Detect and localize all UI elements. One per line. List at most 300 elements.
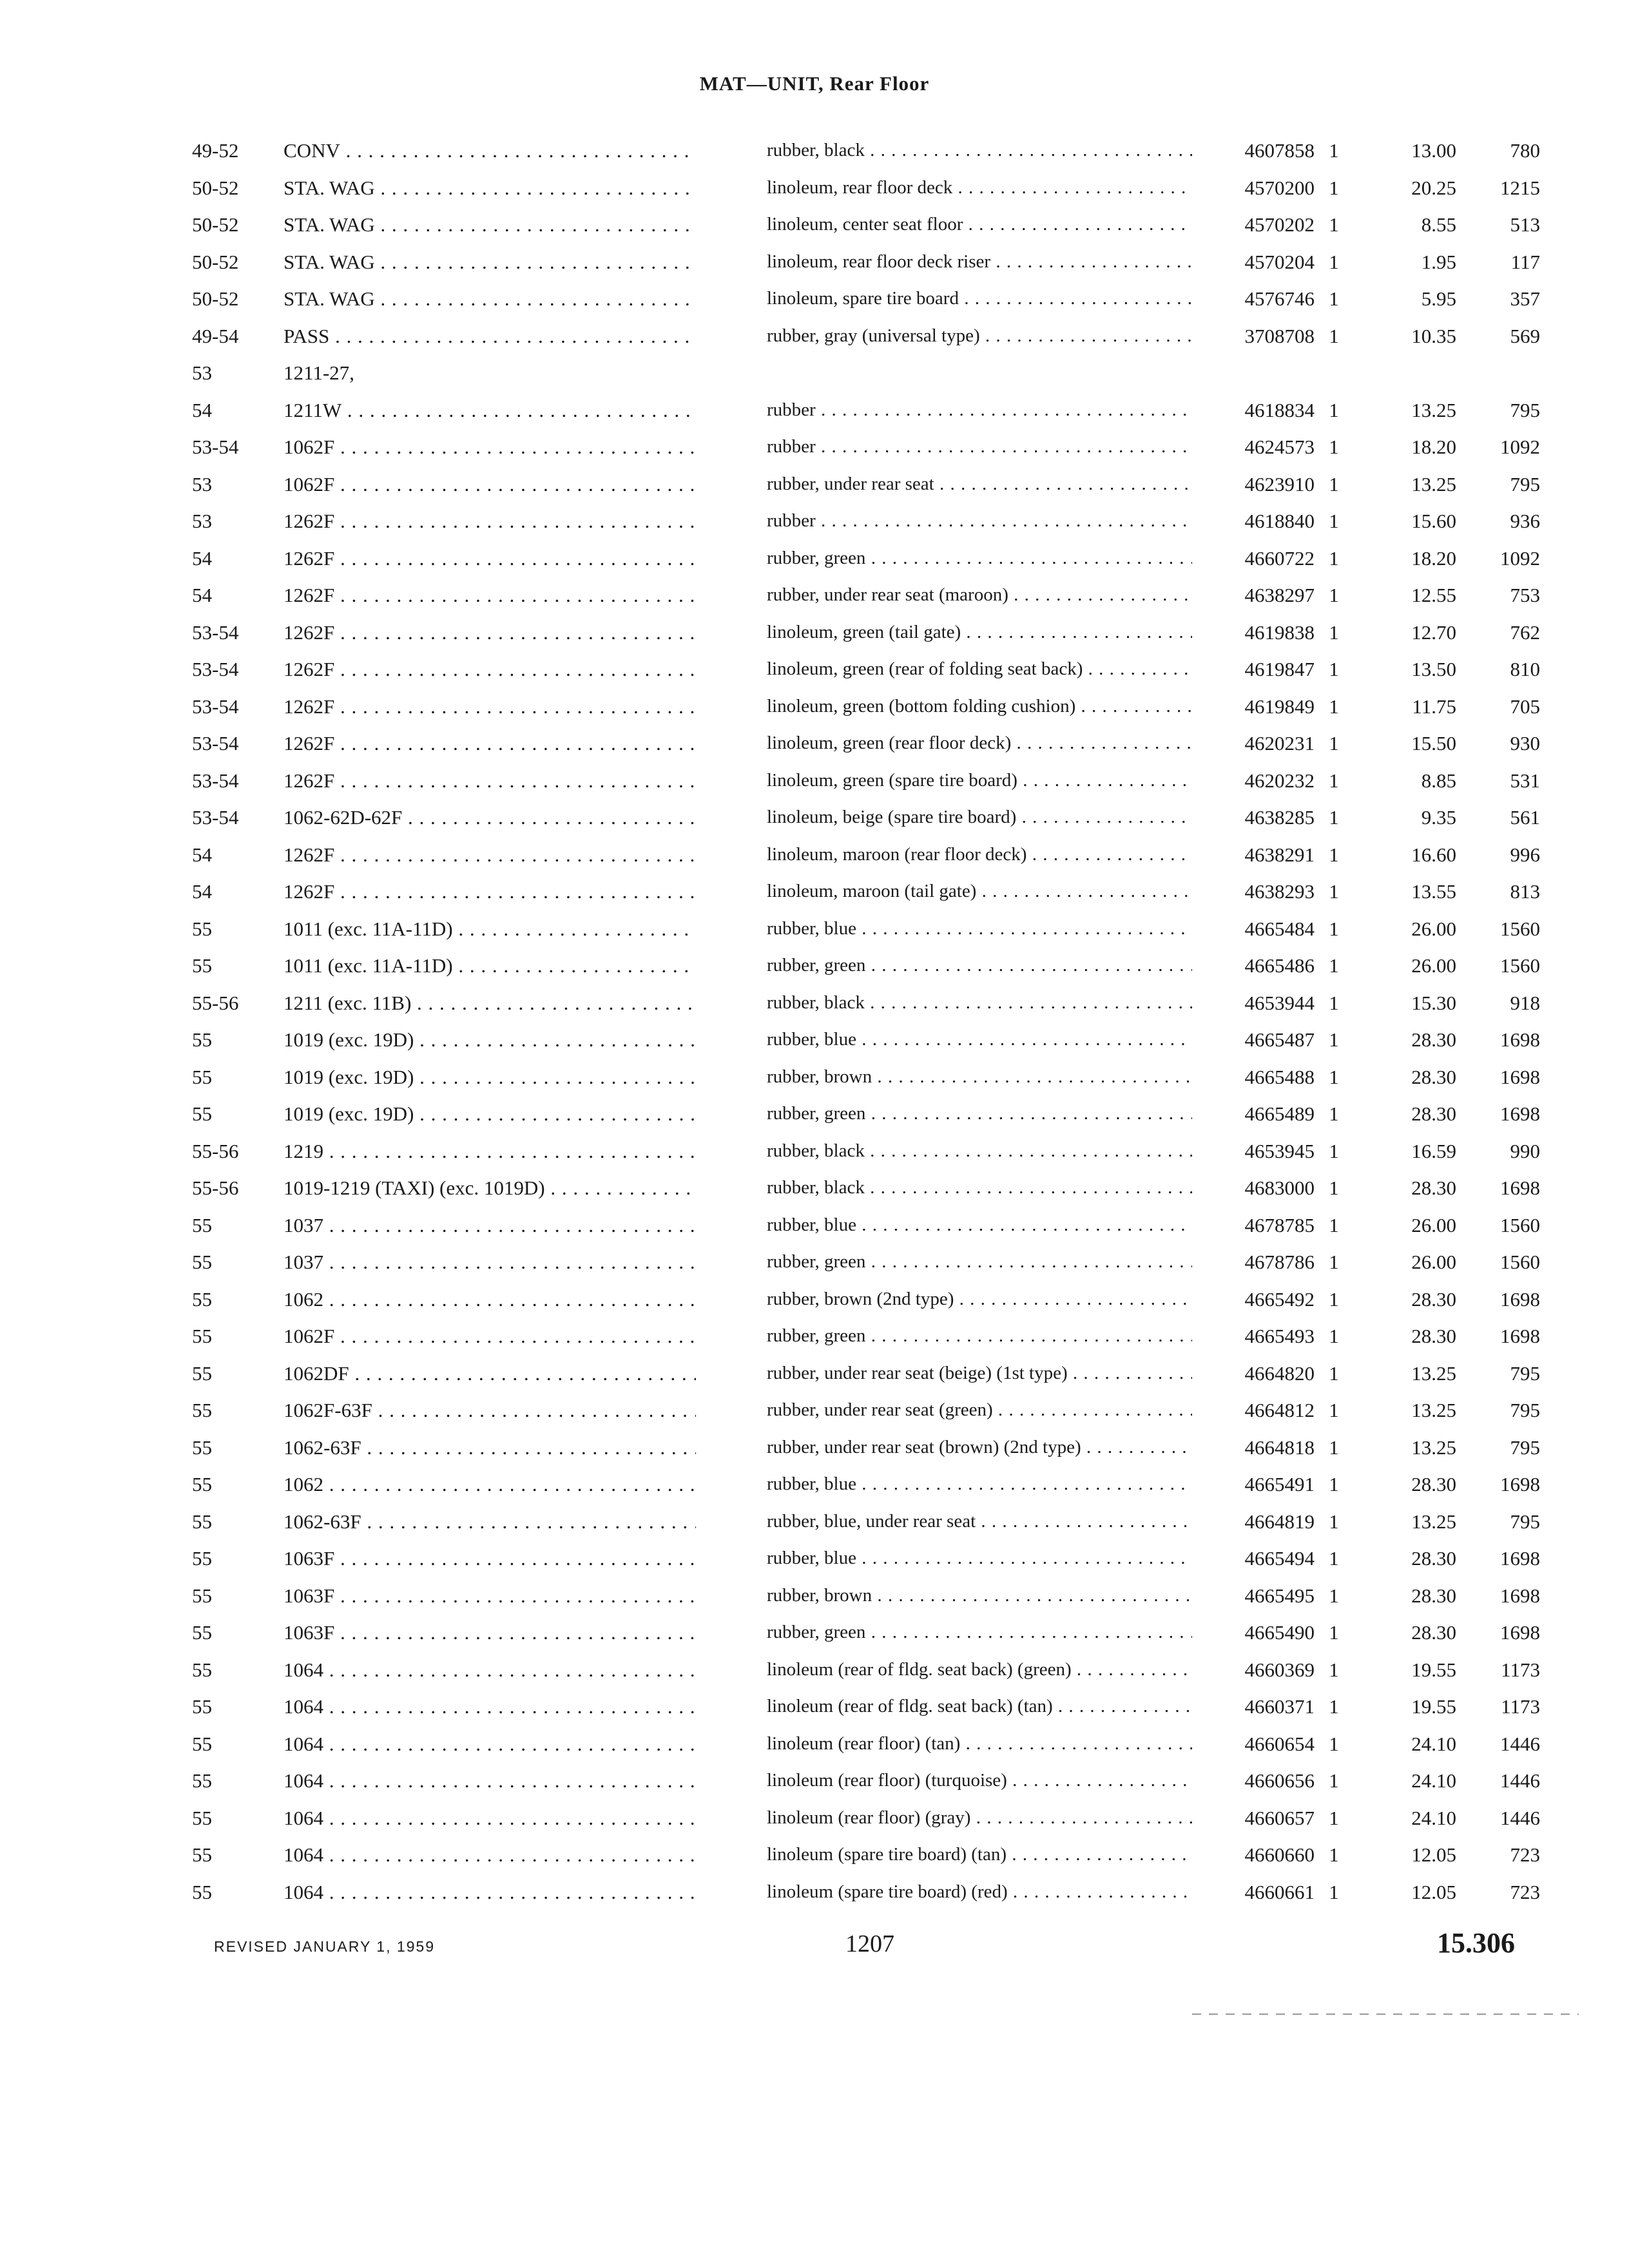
description-cell bbox=[767, 614, 1192, 651]
model-cell-text: 1062F bbox=[284, 436, 335, 458]
part-number-cell-text: 4576746 bbox=[1244, 287, 1315, 310]
description-cell-text: linoleum, center seat floor bbox=[767, 214, 963, 235]
part-number-cell bbox=[1199, 169, 1315, 206]
price-cell-text: 26.00 bbox=[1411, 917, 1456, 940]
model-cell bbox=[284, 392, 696, 428]
part-number-cell-text: 4665487 bbox=[1244, 1028, 1315, 1051]
model-cell bbox=[284, 799, 696, 836]
price-cell bbox=[1360, 762, 1456, 799]
quantity-cell-text: 1 bbox=[1329, 1177, 1339, 1199]
price-code-cell bbox=[1463, 1503, 1540, 1540]
price-code-cell-text: 569 bbox=[1510, 324, 1540, 347]
quantity-cell-text: 1 bbox=[1329, 1843, 1339, 1866]
part-number-cell-text: 4678785 bbox=[1244, 1213, 1315, 1236]
description-cell-text: rubber, blue bbox=[767, 918, 856, 939]
year-cell bbox=[192, 1281, 282, 1318]
year-cell-text: 55 bbox=[192, 917, 212, 940]
quantity-cell bbox=[1315, 280, 1353, 317]
year-cell-text: 50-52 bbox=[192, 287, 239, 310]
price-cell bbox=[1360, 799, 1456, 836]
leader-dots bbox=[334, 1547, 696, 1570]
table-row bbox=[0, 688, 1629, 725]
part-number-cell-text: 4665493 bbox=[1244, 1325, 1315, 1347]
quantity-cell bbox=[1315, 1540, 1353, 1577]
year-cell bbox=[192, 392, 282, 428]
part-number-cell-text: 4660661 bbox=[1244, 1880, 1315, 1903]
quantity-cell bbox=[1315, 1207, 1353, 1244]
price-cell bbox=[1360, 1429, 1456, 1466]
description-cell-text: rubber, green bbox=[767, 1103, 866, 1124]
year-cell-text: 55 bbox=[192, 1028, 212, 1051]
year-cell bbox=[192, 1318, 282, 1354]
description-cell bbox=[767, 206, 1192, 243]
leader-dots bbox=[865, 548, 1192, 568]
leader-dots bbox=[816, 436, 1192, 457]
model-cell-text: 1262F bbox=[284, 880, 335, 903]
part-number-cell bbox=[1199, 132, 1315, 169]
model-cell-text: 1063F bbox=[284, 1547, 335, 1570]
quantity-cell bbox=[1315, 1392, 1353, 1428]
year-cell bbox=[192, 1836, 282, 1873]
model-cell bbox=[284, 1059, 696, 1095]
model-cell-text: 1037 bbox=[284, 1251, 323, 1273]
leader-dots bbox=[414, 1028, 696, 1051]
year-cell-text: 55 bbox=[192, 1287, 212, 1311]
part-number-cell bbox=[1199, 1392, 1315, 1428]
year-cell-text: 50-52 bbox=[192, 250, 239, 273]
price-cell bbox=[1360, 1725, 1456, 1762]
part-number-cell bbox=[1199, 1614, 1315, 1651]
quantity-cell-text: 1 bbox=[1329, 732, 1339, 754]
price-cell-text: 8.85 bbox=[1421, 769, 1456, 792]
model-cell bbox=[284, 1318, 696, 1354]
model-cell bbox=[284, 1800, 696, 1836]
price-cell-text: 18.20 bbox=[1411, 546, 1456, 570]
leader-dots bbox=[865, 140, 1192, 160]
part-number-cell bbox=[1199, 725, 1315, 762]
quantity-cell bbox=[1315, 244, 1353, 280]
table-row bbox=[0, 1762, 1629, 1799]
price-cell bbox=[1360, 1800, 1456, 1836]
leader-dots bbox=[334, 843, 696, 866]
description-cell-text: rubber, under rear seat bbox=[767, 473, 934, 494]
year-cell-text: 55 bbox=[192, 1510, 212, 1533]
model-cell bbox=[284, 1281, 696, 1318]
price-code-cell-text: 795 bbox=[1510, 1510, 1540, 1533]
year-cell bbox=[192, 1207, 282, 1244]
price-cell-text: 26.00 bbox=[1411, 954, 1456, 977]
leader-dots bbox=[323, 1881, 696, 1903]
year-cell-text: 55 bbox=[192, 1621, 212, 1644]
price-code-cell bbox=[1463, 206, 1540, 243]
leader-dots bbox=[453, 954, 696, 977]
leader-dots bbox=[334, 880, 696, 903]
table-row bbox=[0, 169, 1629, 206]
part-number-cell-text: 4660369 bbox=[1244, 1658, 1315, 1681]
leader-dots bbox=[334, 769, 696, 792]
price-code-cell-text: 762 bbox=[1510, 620, 1540, 644]
part-number-cell-text: 4638291 bbox=[1244, 843, 1315, 866]
price-cell bbox=[1360, 503, 1456, 539]
leader-dots bbox=[993, 1399, 1192, 1420]
price-cell bbox=[1360, 392, 1456, 428]
description-cell-text: rubber, blue bbox=[767, 1474, 856, 1494]
price-cell bbox=[1360, 466, 1456, 503]
leader-dots bbox=[1068, 1363, 1192, 1383]
part-number-cell bbox=[1199, 614, 1315, 651]
price-code-cell bbox=[1463, 1244, 1540, 1280]
year-cell bbox=[192, 428, 282, 465]
model-cell bbox=[284, 577, 696, 613]
section-number: 15.306 bbox=[1437, 1927, 1515, 1959]
part-number-cell-text: 4660660 bbox=[1244, 1843, 1315, 1866]
price-code-cell bbox=[1463, 762, 1540, 799]
price-code-cell bbox=[1463, 985, 1540, 1021]
description-cell-text: linoleum (rear of fldg. seat back) (tan) bbox=[767, 1696, 1053, 1716]
description-cell bbox=[767, 799, 1192, 836]
leader-dots bbox=[865, 1325, 1192, 1346]
quantity-cell-text: 1 bbox=[1329, 1473, 1339, 1495]
quantity-cell-text: 1 bbox=[1329, 843, 1339, 866]
part-number-cell bbox=[1199, 428, 1315, 465]
quantity-cell-text: 1 bbox=[1329, 1806, 1339, 1829]
price-code-cell-text: 1560 bbox=[1500, 1213, 1540, 1236]
table-row bbox=[0, 1095, 1629, 1132]
part-number-cell bbox=[1199, 1244, 1315, 1280]
table-row bbox=[0, 1614, 1629, 1651]
price-code-cell bbox=[1463, 873, 1540, 910]
description-cell bbox=[767, 985, 1192, 1021]
description-cell bbox=[767, 1169, 1192, 1206]
model-cell bbox=[284, 244, 696, 280]
price-code-cell bbox=[1463, 1466, 1540, 1503]
description-cell-text: linoleum, green (rear floor deck) bbox=[767, 733, 1012, 753]
model-cell-text: PASS bbox=[284, 324, 330, 347]
leader-dots bbox=[960, 1733, 1192, 1754]
description-cell-text: linoleum (rear of fldg. seat back) (green) bbox=[767, 1658, 1072, 1680]
description-cell-text: linoleum, spare tire board bbox=[767, 288, 959, 309]
description-cell bbox=[767, 1392, 1192, 1428]
part-number-cell-text: 4653944 bbox=[1244, 991, 1315, 1014]
year-cell bbox=[192, 1725, 282, 1762]
model-cell-text: 1064 bbox=[284, 1880, 323, 1903]
price-code-cell-text: 795 bbox=[1510, 1436, 1540, 1459]
year-cell bbox=[192, 651, 282, 687]
year-cell-text: 55 bbox=[192, 1065, 212, 1088]
quantity-cell-text: 1 bbox=[1329, 250, 1339, 273]
year-cell-text: 55 bbox=[192, 1584, 212, 1607]
year-cell-text: 55 bbox=[192, 1251, 212, 1273]
quantity-cell bbox=[1315, 1059, 1353, 1095]
quantity-cell-text: 1 bbox=[1329, 1695, 1339, 1718]
model-cell bbox=[284, 1762, 696, 1799]
price-code-cell-text: 1092 bbox=[1500, 546, 1540, 570]
quantity-cell-text: 1 bbox=[1329, 954, 1339, 977]
part-number-cell bbox=[1199, 1836, 1315, 1873]
description-cell-text: rubber bbox=[767, 399, 816, 420]
quantity-cell-text: 1 bbox=[1329, 176, 1339, 199]
price-code-cell bbox=[1463, 1207, 1540, 1244]
description-cell bbox=[767, 280, 1192, 317]
quantity-cell-text: 1 bbox=[1329, 1102, 1339, 1125]
quantity-cell-text: 1 bbox=[1329, 991, 1339, 1014]
quantity-cell bbox=[1315, 1836, 1353, 1873]
model-cell bbox=[284, 1429, 696, 1466]
price-cell-text: 15.50 bbox=[1411, 732, 1456, 754]
quantity-cell-text: 1 bbox=[1329, 472, 1339, 495]
model-cell bbox=[284, 1169, 696, 1206]
year-cell-text: 53-54 bbox=[192, 695, 239, 718]
description-cell-text: linoleum, maroon (rear floor deck) bbox=[767, 843, 1027, 865]
price-cell-text: 19.55 bbox=[1411, 1658, 1456, 1681]
model-cell-text: 1262F bbox=[284, 584, 335, 606]
quantity-cell bbox=[1315, 577, 1353, 613]
leader-dots bbox=[865, 992, 1192, 1013]
model-cell bbox=[284, 1577, 696, 1614]
price-cell bbox=[1360, 614, 1456, 651]
quantity-cell-text: 1 bbox=[1329, 1880, 1339, 1903]
description-cell-text: linoleum, green (bottom folding cushion) bbox=[767, 695, 1076, 716]
description-cell-text: rubber, green bbox=[767, 1325, 866, 1346]
price-code-cell bbox=[1463, 799, 1540, 836]
quantity-cell-text: 1 bbox=[1329, 1510, 1339, 1533]
price-code-cell bbox=[1463, 947, 1540, 984]
leader-dots bbox=[961, 622, 1192, 642]
description-cell bbox=[767, 725, 1192, 762]
description-cell-text: rubber, black bbox=[767, 1177, 865, 1198]
model-cell-text: 1262F bbox=[284, 769, 335, 792]
part-number-cell-text: 4665489 bbox=[1244, 1102, 1315, 1125]
model-cell-text: 1064 bbox=[284, 1658, 323, 1681]
description-cell-text: linoleum, rear floor deck riser bbox=[767, 251, 991, 272]
quantity-cell-text: 1 bbox=[1329, 1028, 1339, 1051]
price-cell-text: 28.30 bbox=[1411, 1028, 1456, 1051]
quantity-cell bbox=[1315, 318, 1353, 354]
year-cell-text: 55 bbox=[192, 954, 212, 977]
year-cell bbox=[192, 836, 282, 873]
table-row bbox=[0, 1392, 1629, 1428]
leader-dots bbox=[1053, 1696, 1192, 1716]
part-number-cell-text: 4665486 bbox=[1244, 954, 1315, 977]
quantity-cell bbox=[1315, 1021, 1353, 1058]
model-cell-text: 1262F bbox=[284, 732, 335, 754]
leader-dots bbox=[375, 177, 696, 199]
model-cell bbox=[284, 280, 696, 317]
quantity-cell bbox=[1315, 947, 1353, 984]
leader-dots bbox=[970, 1807, 1192, 1828]
quantity-cell-text: 1 bbox=[1329, 287, 1339, 310]
description-cell-text: rubber bbox=[767, 436, 816, 457]
description-cell-text: rubber, green bbox=[767, 955, 866, 975]
part-number-cell bbox=[1199, 1540, 1315, 1577]
price-cell bbox=[1360, 1318, 1456, 1354]
part-number-cell bbox=[1199, 1059, 1315, 1095]
leader-dots bbox=[856, 1548, 1192, 1568]
description-cell-text: linoleum, green (rear of folding seat back) bbox=[767, 658, 1083, 679]
quantity-cell-text: 1 bbox=[1329, 1213, 1339, 1236]
description-cell-text: rubber, blue, under rear seat bbox=[767, 1510, 976, 1532]
model-cell bbox=[284, 836, 696, 873]
description-cell bbox=[767, 1355, 1192, 1392]
table-row bbox=[0, 799, 1629, 836]
price-cell bbox=[1360, 1651, 1456, 1688]
description-cell-text: rubber bbox=[767, 510, 816, 531]
leader-dots bbox=[865, 1177, 1192, 1198]
model-cell-text: 1062 bbox=[284, 1287, 323, 1311]
table-row bbox=[0, 725, 1629, 762]
model-cell-text: 1062F-63F bbox=[284, 1399, 372, 1421]
description-cell bbox=[767, 1207, 1192, 1244]
part-number-cell bbox=[1199, 503, 1315, 539]
model-cell-text: 1064 bbox=[284, 1843, 323, 1866]
price-code-cell-text: 117 bbox=[1510, 250, 1540, 273]
quantity-cell bbox=[1315, 836, 1353, 873]
table-row bbox=[0, 1021, 1629, 1058]
year-cell-text: 53 bbox=[192, 361, 212, 384]
part-number-cell bbox=[1199, 466, 1315, 503]
description-cell-text: linoleum (spare tire board) (tan) bbox=[767, 1844, 1007, 1865]
year-cell-text: 55 bbox=[192, 1843, 212, 1866]
price-code-cell bbox=[1463, 1133, 1540, 1169]
price-cell-text: 12.70 bbox=[1411, 620, 1456, 644]
price-code-cell bbox=[1463, 1836, 1540, 1873]
table-row bbox=[0, 354, 1629, 391]
price-cell bbox=[1360, 1503, 1456, 1540]
description-cell bbox=[767, 836, 1192, 873]
part-number-cell bbox=[1199, 1466, 1315, 1503]
part-number-cell bbox=[1199, 1095, 1315, 1132]
quantity-cell bbox=[1315, 762, 1353, 799]
model-cell bbox=[284, 1503, 696, 1540]
model-cell bbox=[284, 1836, 696, 1873]
part-number-cell-text: 4660656 bbox=[1244, 1769, 1315, 1792]
leader-dots bbox=[1008, 1881, 1192, 1902]
price-code-cell-text: 705 bbox=[1510, 695, 1540, 718]
price-code-cell bbox=[1463, 428, 1540, 465]
part-number-cell bbox=[1199, 1133, 1315, 1169]
leader-dots bbox=[334, 1621, 696, 1644]
year-cell bbox=[192, 614, 282, 651]
description-cell-text: rubber, black bbox=[767, 992, 865, 1013]
description-cell bbox=[767, 318, 1192, 354]
part-number-cell-text: 4664819 bbox=[1244, 1510, 1315, 1533]
description-cell-text: rubber, brown (2nd type) bbox=[767, 1288, 954, 1309]
leader-dots bbox=[963, 214, 1192, 235]
model-cell bbox=[284, 1021, 696, 1058]
price-cell-text: 16.59 bbox=[1411, 1139, 1456, 1162]
model-cell bbox=[284, 169, 696, 206]
price-cell bbox=[1360, 1874, 1456, 1910]
part-number-cell-text: 4664812 bbox=[1244, 1399, 1315, 1421]
table-row bbox=[0, 1540, 1629, 1577]
price-cell-text: 19.55 bbox=[1411, 1695, 1456, 1718]
quantity-cell bbox=[1315, 540, 1353, 577]
part-number-cell-text: 4660371 bbox=[1244, 1695, 1315, 1718]
model-cell-text: CONV bbox=[284, 139, 340, 162]
price-cell-text: 28.30 bbox=[1411, 1473, 1456, 1495]
part-number-cell bbox=[1199, 836, 1315, 873]
price-code-cell bbox=[1463, 688, 1540, 725]
leader-dots bbox=[323, 1214, 696, 1236]
price-cell bbox=[1360, 577, 1456, 613]
quantity-cell-text: 1 bbox=[1329, 917, 1339, 940]
description-cell-text: linoleum (rear floor) (tan) bbox=[767, 1733, 961, 1754]
price-cell-text: 11.75 bbox=[1412, 695, 1456, 718]
table-row bbox=[0, 503, 1629, 539]
model-cell bbox=[284, 651, 696, 687]
price-code-cell-text: 1173 bbox=[1501, 1695, 1540, 1718]
description-cell-text: rubber, green bbox=[767, 1622, 866, 1642]
price-cell bbox=[1360, 540, 1456, 577]
leader-dots bbox=[334, 658, 696, 680]
description-cell bbox=[767, 1429, 1192, 1466]
price-code-cell-text: 930 bbox=[1510, 732, 1540, 754]
price-code-cell-text: 531 bbox=[1510, 769, 1540, 792]
table-row bbox=[0, 651, 1629, 687]
year-cell bbox=[192, 1577, 282, 1614]
price-cell-text: 18.20 bbox=[1411, 436, 1456, 458]
quantity-cell bbox=[1315, 614, 1353, 651]
price-cell bbox=[1360, 1688, 1456, 1725]
leader-dots bbox=[1083, 658, 1192, 679]
description-cell-text: linoleum (rear floor) (gray) bbox=[767, 1807, 971, 1828]
quantity-cell-text: 1 bbox=[1329, 1399, 1339, 1421]
price-cell bbox=[1360, 1133, 1456, 1169]
quantity-cell bbox=[1315, 1429, 1353, 1466]
description-cell-text: rubber, blue bbox=[767, 1029, 856, 1050]
year-cell-text: 54 bbox=[192, 843, 212, 866]
part-number-cell bbox=[1199, 947, 1315, 984]
price-cell-text: 8.55 bbox=[1421, 213, 1456, 236]
table-row bbox=[0, 1466, 1629, 1503]
model-cell bbox=[284, 354, 696, 391]
model-cell bbox=[284, 1614, 696, 1651]
model-cell-text: 1262F bbox=[284, 546, 335, 570]
quantity-cell bbox=[1315, 428, 1353, 465]
model-cell-text: 1062-62D-62F bbox=[284, 806, 403, 829]
leader-dots bbox=[1016, 807, 1192, 827]
leader-dots bbox=[372, 1399, 696, 1421]
model-cell-text: 1063F bbox=[284, 1621, 335, 1644]
model-cell-text: 1064 bbox=[284, 1769, 323, 1792]
model-cell bbox=[284, 873, 696, 910]
model-cell bbox=[284, 503, 696, 539]
year-cell bbox=[192, 1540, 282, 1577]
quantity-cell-text: 1 bbox=[1329, 620, 1339, 644]
price-cell bbox=[1360, 244, 1456, 280]
price-code-cell bbox=[1463, 1429, 1540, 1466]
part-number-cell-text: 4607858 bbox=[1244, 139, 1315, 162]
part-number-cell bbox=[1199, 762, 1315, 799]
quantity-cell-text: 1 bbox=[1329, 1436, 1339, 1459]
price-cell-text: 13.50 bbox=[1411, 658, 1456, 680]
year-cell bbox=[192, 244, 282, 280]
price-code-cell bbox=[1463, 1095, 1540, 1132]
model-cell-text: 1037 bbox=[284, 1213, 323, 1236]
price-code-cell bbox=[1463, 1392, 1540, 1428]
year-cell bbox=[192, 1762, 282, 1799]
leader-dots bbox=[856, 918, 1192, 939]
price-code-cell bbox=[1463, 392, 1540, 428]
model-cell bbox=[284, 1244, 696, 1280]
quantity-cell bbox=[1315, 1355, 1353, 1392]
leader-dots bbox=[816, 510, 1192, 531]
price-code-cell-text: 1698 bbox=[1500, 1621, 1540, 1644]
part-number-cell bbox=[1199, 1725, 1315, 1762]
quantity-cell bbox=[1315, 132, 1353, 169]
year-cell bbox=[192, 910, 282, 947]
table-row bbox=[0, 1244, 1629, 1280]
